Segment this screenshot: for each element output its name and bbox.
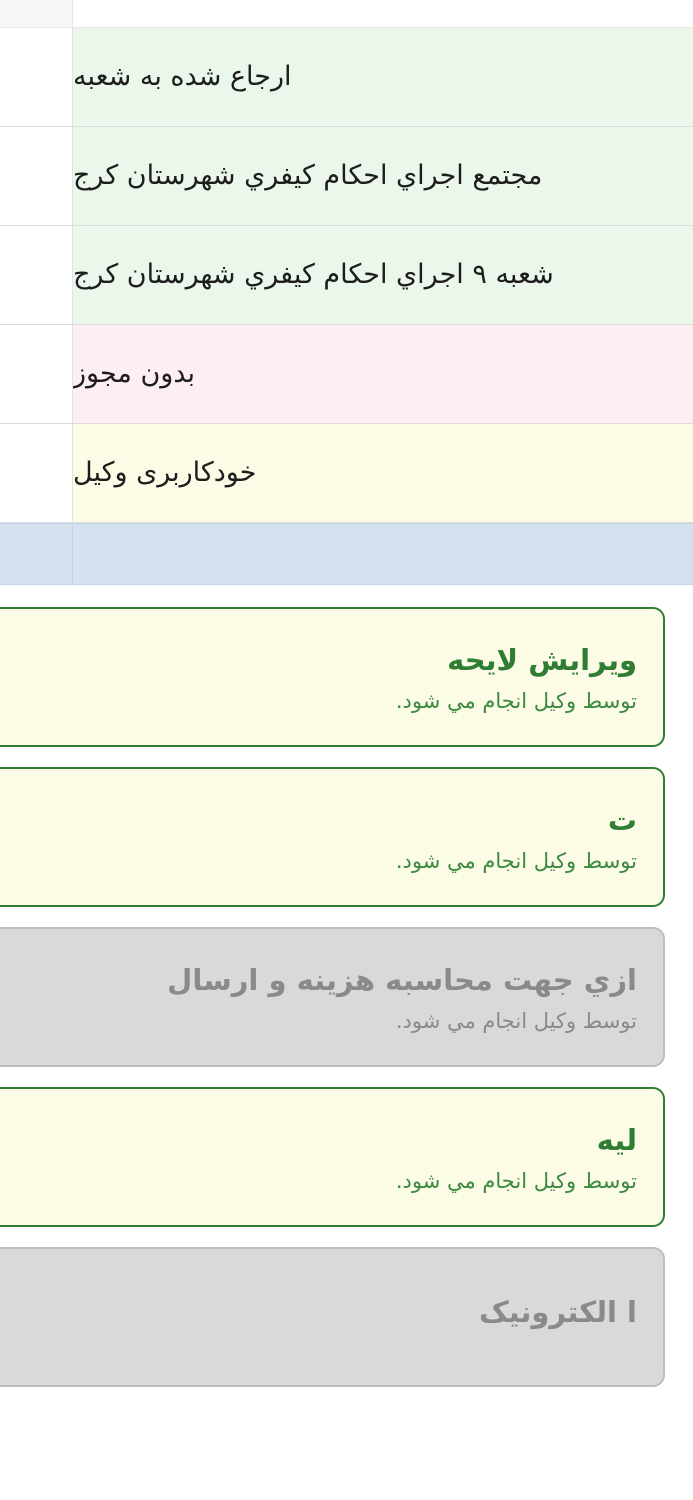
row-tail: [0, 127, 73, 226]
action-card-title: ازي جهت محاسبه هزینه و ارسال: [167, 963, 637, 997]
top-strip-right: [0, 0, 73, 28]
table-row: [0, 424, 693, 523]
action-card-cost-calculation: [0, 927, 665, 1067]
band-left: [73, 523, 693, 585]
action-card-title: ویرایش لایحه: [447, 643, 637, 677]
action-card-subtitle: توسط وکیل انجام مي شود.: [395, 1169, 637, 1193]
row-tail: [0, 325, 73, 424]
row-tail: [0, 28, 73, 127]
case-status-value: ارجاع شده به شعبه: [73, 28, 693, 127]
action-card-subtitle: توسط وکیل انجام مي شود.: [395, 1009, 637, 1033]
action-card-subtitle: توسط وکیل انجام مي شود.: [395, 849, 637, 873]
self-representation-value: خودکاربری وکیل: [73, 424, 693, 523]
branch-value: شعبه ۹ اجراي احكام كيفري شهرستان كرج: [73, 226, 693, 325]
table-row: [0, 325, 693, 424]
court-complex-value: مجتمع اجراي احكام كيفري شهرستان كرج: [73, 127, 693, 226]
row-tail: [0, 424, 73, 523]
section-divider-band: [0, 523, 693, 585]
permission-status-value: بدون مجوز: [73, 325, 693, 424]
table-row: [0, 28, 693, 127]
action-card-edit-brief[interactable]: [0, 607, 665, 747]
action-card-title: ا الکترونیک: [478, 1295, 637, 1329]
top-strip-left: [73, 0, 693, 28]
case-info-table: [0, 28, 693, 523]
action-card-subtitle: توسط وکیل انجام مي شود.: [395, 689, 637, 713]
action-card-second[interactable]: [0, 767, 665, 907]
action-card-list: [0, 585, 693, 1387]
action-card-fourth[interactable]: [0, 1087, 665, 1227]
band-right: [0, 523, 73, 585]
top-strip: [0, 0, 693, 28]
action-card-title: ت: [607, 803, 637, 837]
table-row: [0, 226, 693, 325]
action-card-electronic: [0, 1247, 665, 1387]
action-card-title: لیه: [596, 1123, 637, 1157]
table-row: [0, 127, 693, 226]
row-tail: [0, 226, 73, 325]
